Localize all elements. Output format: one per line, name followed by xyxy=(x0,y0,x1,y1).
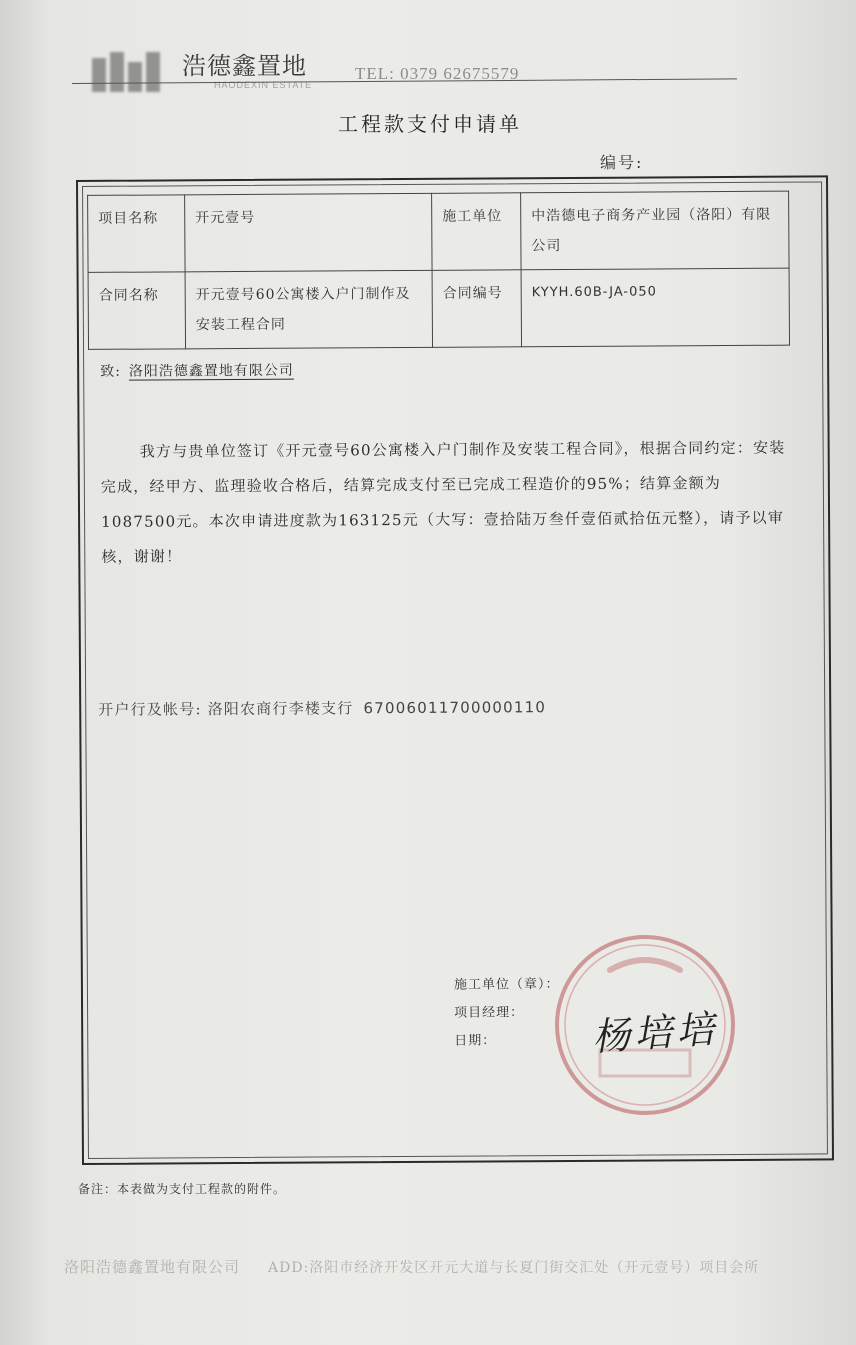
recipient-company: 洛阳浩德鑫置地有限公司 xyxy=(128,362,294,380)
contractor-label: 施工单位 xyxy=(432,193,521,271)
serial-number-label: 编号: xyxy=(600,153,644,172)
contract-number-value: KYYH.60B-JA-050 xyxy=(521,268,789,347)
contract-number-label: 合同编号 xyxy=(432,270,521,348)
bank-account-number: 67006011700000110 xyxy=(363,698,547,718)
company-logo-icon xyxy=(92,52,172,92)
signature-block xyxy=(454,971,560,1056)
project-manager-label: 项目经理： xyxy=(454,1005,525,1021)
date-label: 日期： xyxy=(454,1033,497,1049)
contractor-value: 中浩德电子商务产业园（洛阳）有限公司 xyxy=(521,191,789,270)
recipient-prefix: 致: xyxy=(100,363,121,380)
table-row xyxy=(88,191,789,272)
bank-label: 开户行及帐号: xyxy=(98,700,202,719)
bank-account-line xyxy=(98,696,546,720)
footer-address: ADD:洛阳市经济开发区开元大道与长夏门街交汇处（开元壹号）项目会所 xyxy=(268,1260,760,1276)
table-row xyxy=(88,268,789,349)
remarks: 备注：本表做为支付工程款的附件。 xyxy=(78,1182,287,1196)
bank-name: 洛阳农商行李楼支行 xyxy=(207,699,354,719)
handwritten-signature: 杨培培 xyxy=(590,1006,720,1060)
footer-company: 洛阳浩德鑫置地有限公司 xyxy=(64,1258,241,1276)
contractor-seal-label: 施工单位（章）： xyxy=(453,977,560,993)
project-name-label: 项目名称 xyxy=(88,195,185,273)
info-table xyxy=(87,191,790,350)
document-title: 工程款支付申请单 xyxy=(338,112,522,136)
brand-name: 浩德鑫置地 xyxy=(182,52,307,80)
project-name-value: 开元壹号 xyxy=(185,193,432,272)
contract-name-label: 合同名称 xyxy=(88,272,185,350)
request-body: 我方与贵单位签订《开元壹号60公寓楼入户门制作及安装工程合同》，根据合同约定：安装完成，经甲方、监理验收合格后，结算完成支付至已完成工程造价的95%；结算金额为1087500元。本次申请进度款为163125元（大写：壹拾陆万叁仟壹佰贰拾伍元整），请予以审核，谢谢！ xyxy=(100,438,786,566)
contract-name-value: 开元壹号60公寓楼入户门制作及安装工程合同 xyxy=(185,270,432,349)
brand-subtitle: HAODEXIN ESTATE xyxy=(214,80,313,90)
telephone: TEL: 0379 62675579 xyxy=(355,64,520,83)
page-footer xyxy=(64,1256,759,1277)
recipient-line xyxy=(100,360,294,381)
